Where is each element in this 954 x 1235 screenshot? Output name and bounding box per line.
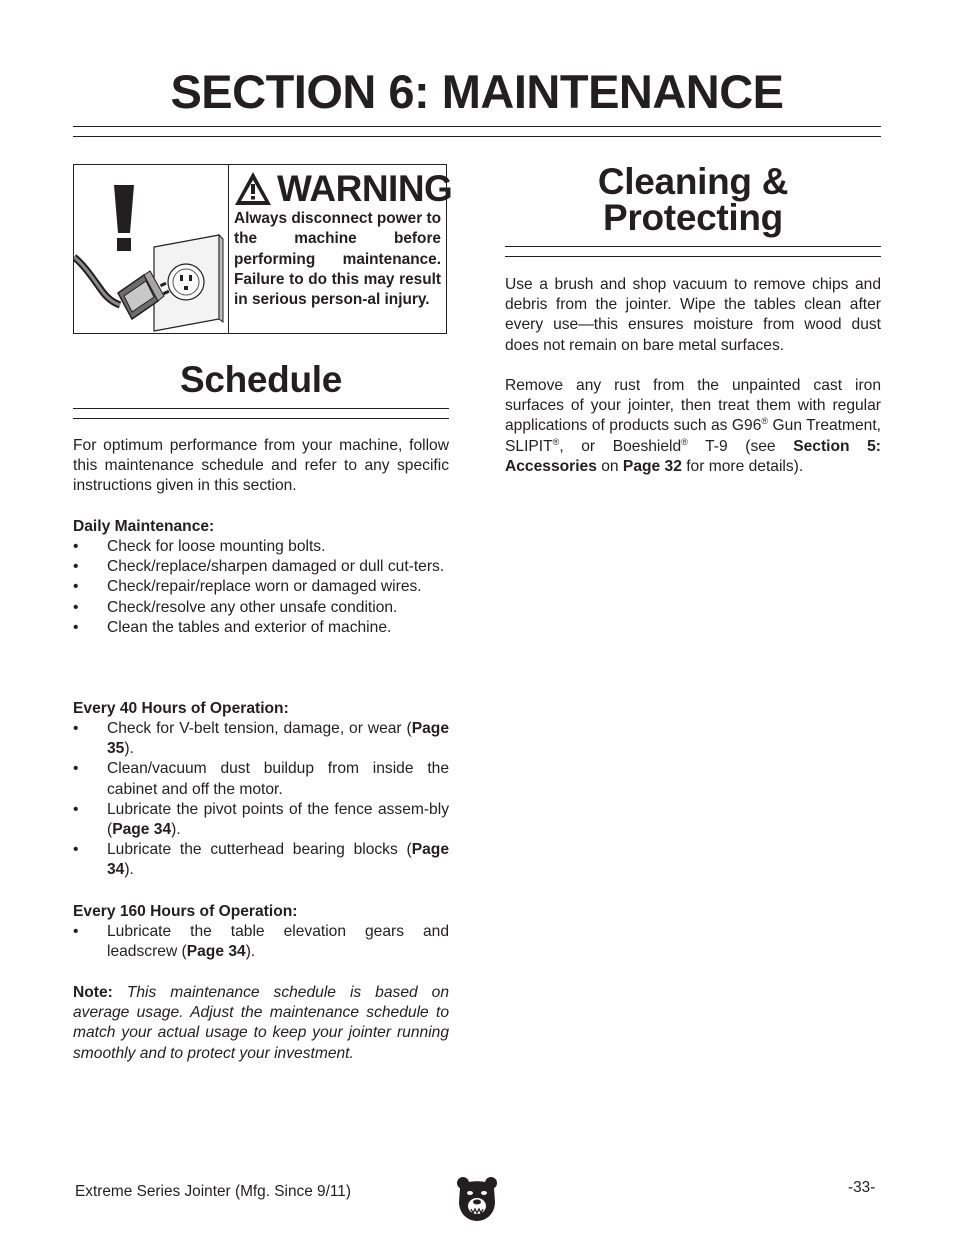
title-rule <box>73 126 881 127</box>
cleaning-heading: Cleaning & Protecting <box>597 161 789 238</box>
grizzly-bear-logo-icon <box>456 1176 498 1222</box>
bullet: • <box>73 720 79 737</box>
daily-maintenance-list <box>73 537 449 638</box>
warning-divider <box>228 165 229 333</box>
list-item: • Check/replace/sharpen damaged or dull cut-ters. <box>73 557 449 577</box>
bullet: • <box>73 923 79 940</box>
schedule-heading: Schedule <box>179 359 343 400</box>
schedule-note <box>73 983 449 1064</box>
list-item: • Clean/vacuum dust buildup from inside the cabinet and off the motor. <box>73 760 449 798</box>
bullet: • <box>73 760 79 778</box>
list-item: • Lubricate the table elevation gears and leadscrew (Page 34). <box>73 923 449 961</box>
warning-label: WARNING <box>277 168 453 209</box>
page-number: -33- <box>848 1179 876 1196</box>
list-item: • Check/resolve any other unsafe condition. <box>73 598 449 618</box>
every-160-hours-list <box>73 922 449 962</box>
bullet: • <box>73 578 79 596</box>
footer-product-name: Extreme Series Jointer (Mfg. Since 9/11) <box>75 1183 351 1200</box>
list-item: • Check for V-belt tension, damage, or wear (Page 35). <box>73 720 449 758</box>
warning-text: Always disconnect power to the machine before performing maintenance. Failure to do this may result in serious person-al injury. <box>234 210 441 309</box>
note-label: Note: <box>73 984 113 1001</box>
every-160-hours-title: Every 160 Hours of Operation: <box>73 903 298 920</box>
cleaning-rule <box>505 246 881 247</box>
page-reference: Page 34 <box>107 841 449 879</box>
page-reference: Page 32 <box>622 457 682 475</box>
bullet: • <box>73 618 79 636</box>
schedule-intro: For optimum performance from your machine, follow this maintenance schedule and refer to any specific instructions given in this section. <box>73 437 449 495</box>
page-title: SECTION 6: MAINTENANCE <box>170 65 784 118</box>
cleaning-paragraph-2: Remove any rust from the unpainted cast iron surfaces of your jointer, then treat them with regular applications of products such as G96® Gun Treatment, SLIPIT®, or Boeshield® T-9 (see Section 5: Accessories on Page 32 for more details). <box>505 377 881 475</box>
section-reference: Section 5: Accessories <box>505 437 881 475</box>
list-item: • Clean the tables and exterior of machine. <box>73 618 449 638</box>
list-item: • Lubricate the pivot points of the fence assem-bly (Page 34). <box>73 800 449 839</box>
page-reference: Page 34 <box>112 821 172 839</box>
warning-triangle-icon <box>233 169 273 209</box>
bullet: • <box>73 598 79 616</box>
unplug-illustration <box>74 165 228 332</box>
warning-heading <box>233 167 453 211</box>
bullet: • <box>73 538 79 555</box>
cleaning-paragraph-1: Use a brush and shop vacuum to remove chips and debris from the jointer. Wipe the tables clean after every use—this ensures moisture from wood dust does not remain on bare metal surfaces. <box>505 276 881 354</box>
list-item: • Check for loose mounting bolts. <box>73 537 449 557</box>
every-40-hours-list <box>73 719 449 881</box>
every-40-hours-title: Every 40 Hours of Operation: <box>73 700 289 717</box>
list-item: • Lubricate the cutterhead bearing blocks (Page 34). <box>73 841 449 879</box>
schedule-rule <box>73 408 449 409</box>
daily-maintenance-title: Daily Maintenance: <box>73 518 215 535</box>
warning-box <box>73 164 453 334</box>
note-text: This maintenance schedule is based on average usage. Adjust the maintenance schedule to match your actual usage to keep your jointer running smoothly and to protect your investment. <box>73 984 449 1062</box>
list-item: • Check/repair/replace worn or damaged wires. <box>73 577 449 597</box>
page-reference: Page 34 <box>186 943 246 961</box>
bullet: • <box>73 558 79 576</box>
bullet: • <box>73 800 79 818</box>
page-reference: Page 35 <box>107 720 449 758</box>
bullet: • <box>73 841 79 859</box>
